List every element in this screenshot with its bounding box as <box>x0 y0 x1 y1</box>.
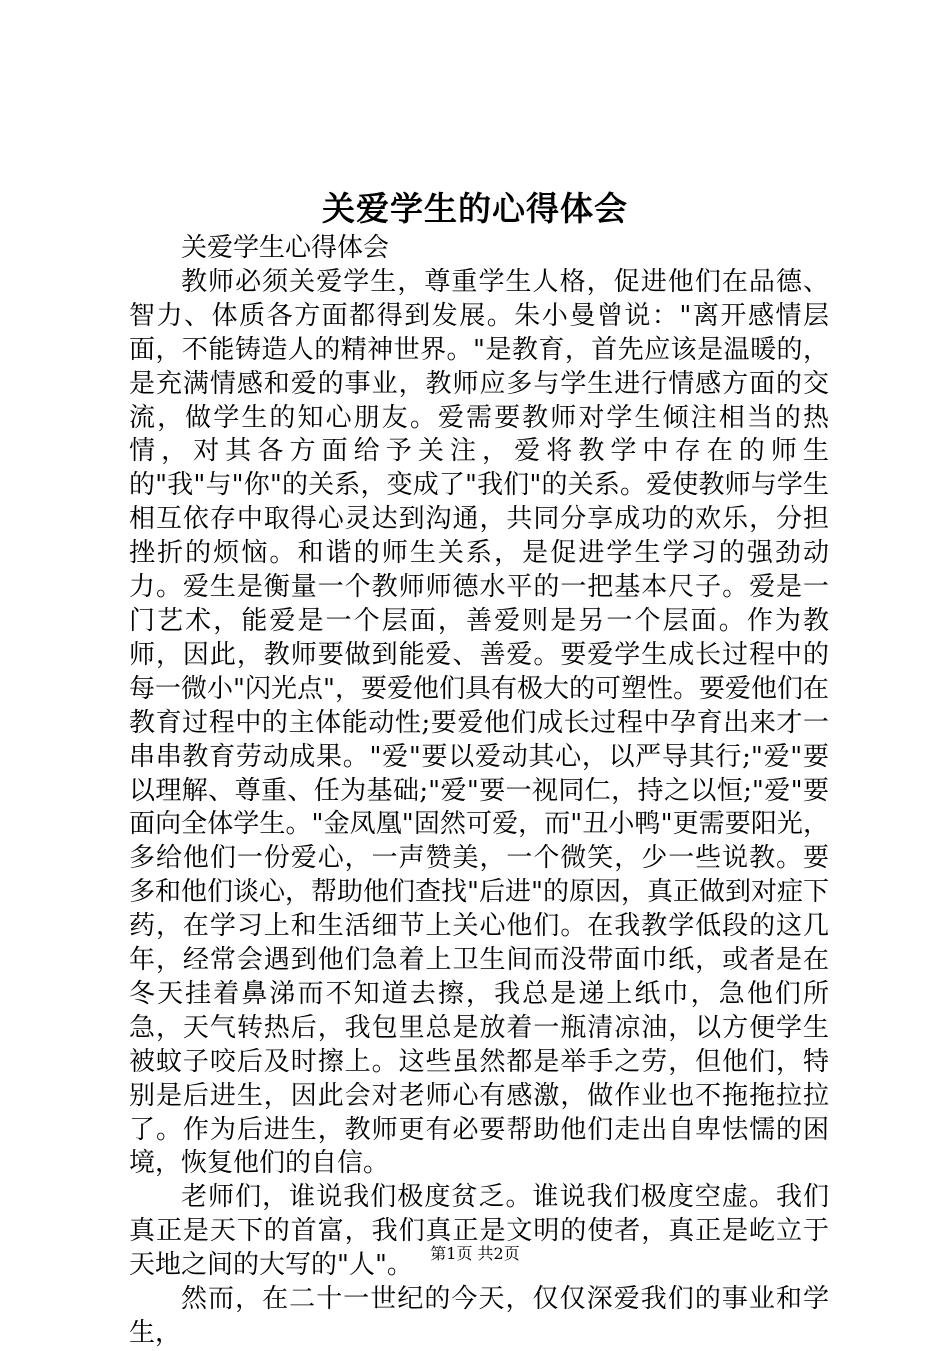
paragraph-2: 老师们，谁说我们极度贫乏。谁说我们极度空虚。我们真正是天下的首富，我们真正是文明的使者，真正是屹立于天地之间的大写的"人"。 <box>129 1182 829 1281</box>
paragraph-subtitle: 关爱学生心得体会 <box>181 233 390 263</box>
page-footer: 第1页 共2页 <box>430 1244 520 1263</box>
document-body <box>129 232 829 1351</box>
paragraph-3: 然而，在二十一世纪的今天，仅仅深爱我们的事业和学生， <box>129 1284 829 1348</box>
paragraph-1: 教师必须关爱学生，尊重学生人格，促进他们在品德、智力、体质各方面都得到发展。朱小曼曾说："离开感情层面，不能铸造人的精神世界。"是教育，首先应该是温暖的，是充满情感和爱的事业，教师应多与学生进行情感方面的交流，做学生的知心朋友。爱需要教师对学生倾注相当的热情，对其各方面给予关注，爱将教学中存在的师生的"我"与"你"的关系，变成了"我们"的关系。爱使教师与学生相互依存中取得心灵达到沟通，共同分享成功的欢乐，分担挫折的烦恼。和谐的师生关系，是促进学生学习的强劲动力。爱生是衡量一个教师师德水平的一把基本尺子。爱是一门艺术，能爱是一个层面，善爱则是另一个层面。作为教师，因此，教师要做到能爱、善爱。要爱学生成长过程中的每一微小"闪光点"，要爱他们具有极大的可塑性。要爱他们在教育过程中的主体能动性;要爱他们成长过程中孕育出来才一串串教育劳动成果。"爱"要以爱动其心，以严导其行;"爱"要以理解、尊重、任为基础;"爱"要一视同仁，持之以恒;"爱"要面向全体学生。"金凤凰"固然可爱，而"丑小鸭"更需要阳光，多给他们一份爱心，一声赞美，一个微笑，少一些说教。要多和他们谈心，帮助他们查找"后进"的原因，真正做到对症下药，在学习上和生活细节上关心他们。在我教学低段的这几年，经常会遇到他们急着上卫生间而没带面巾纸，或者是在冬天挂着鼻涕而不知道去擦，我总是递上纸巾，急他们所急，天气转热后，我包里总是放着一瓶清凉油，以方便学生被蚊子咬后及时擦上。这些虽然都是举手之劳，但他们，特别是后进生，因此会对老师心有感激，做作业也不拖拖拉拉了。作为后进生，教师更有必要帮助他们走出自卑怯懦的困境，恢复他们的自信。 <box>129 266 829 1179</box>
document-title: 关爱学生的心得体会 <box>322 189 628 228</box>
